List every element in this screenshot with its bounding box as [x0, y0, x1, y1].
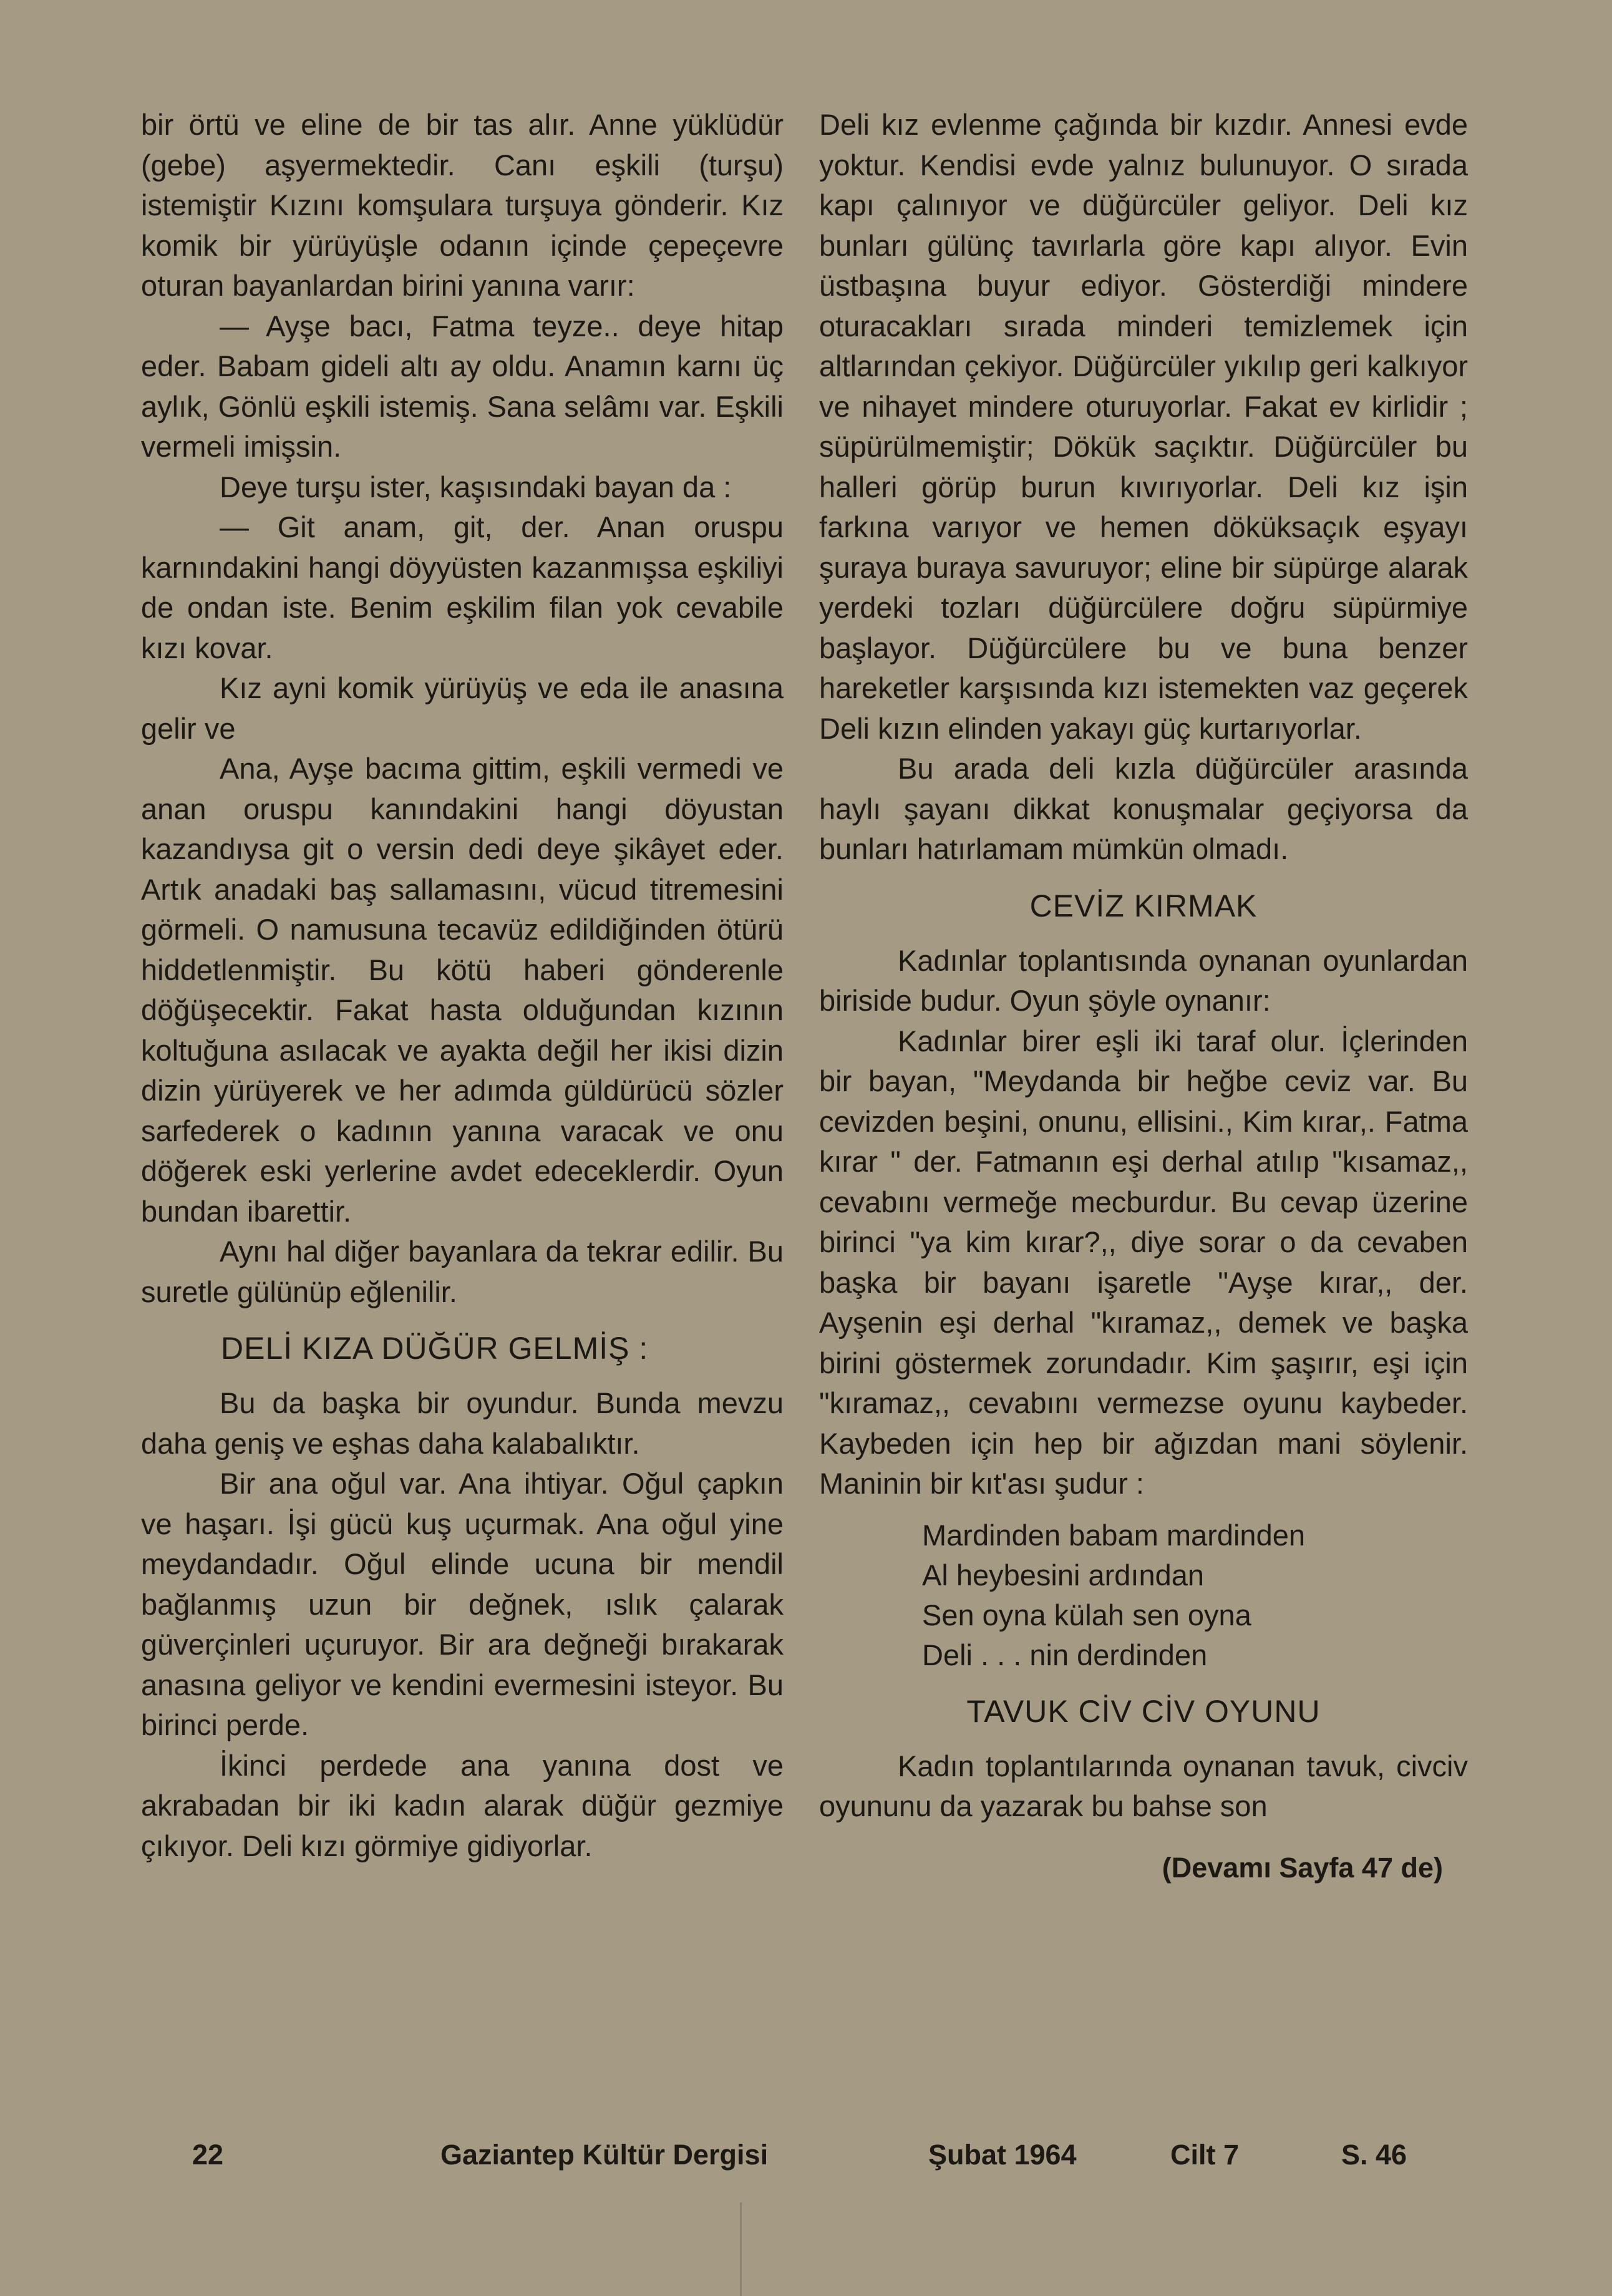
- paragraph: bir örtü ve eline de bir tas alır. Anne yüklüdür (gebe) aşyermektedir. Canı eşkili (turşu) istemiştir Kızını komşulara turşuya gönderir. Kız komik bir yürüyüşle odanın içinde çepeçevre oturan bayanlardan birini yanına varır:: [141, 108, 784, 302]
- verse-line: Sen oyna külah sen oyna: [922, 1598, 1251, 1632]
- paragraph: İkinci perdede ana yanına dost ve akrabadan bir iki kadın alarak düğür gezmiye çıkıyor. Deli kızı görmiye gidiyorlar.: [141, 1748, 784, 1862]
- paragraph: Deli kız evlenme çağında bir kızdır. Annesi evde yoktur. Kendisi evde yalnız bulunuyor. O sırada kapı çalınıyor ve düğürcüler geliyor. Deli kız bunları gülünç tavırlarla göre kapı alıyor. Evin üstbaşına buyur ediyor. Gösterdiği mindere oturacakları sırada minderi temizlemek için altlarından çekiyor. Düğürcüler yıkılıp geri kalkıyor ve nihayet mindere oturuyorlar. Fakat ev kirlidir ; süpürülmemiştir; Dökük saçıktır. Düğürcüler bu halleri görüp burun kıvırıyorlar. Deli kız işin farkına varıyor ve hemen döküksaçık eşyayı şuraya buraya savuruyor; eline bir süpürge alarak yerdeki tozları düğürcülere doğru süpürmiye başlayor. Düğürcülere bu ve buna benzer hareketler karşısında kızı istemekten vaz geçerek Deli kızın elinden yakayı güç kurtarıyorlar.: [819, 108, 1468, 745]
- paragraph: Bu arada deli kızla düğürcüler arasında haylı şayanı dikkat konuşmalar geçiyorsa da bunları hatırlamam mümkün olmadı.: [819, 752, 1468, 865]
- paragraph: Bu da başka bir oyundur. Bunda mevzu daha geniş ve eşhas daha kalabalıktır.: [141, 1386, 784, 1460]
- section-heading: CEVİZ KIRMAK: [1029, 888, 1258, 923]
- dialogue-paragraph: — Git anam, git, der. Anan oruspu karnındakini hangi döyyüsten kazanmışsa eşkiliyi de ondan iste. Benim eşkilim filan yok cevabile kızı kovar.: [141, 510, 784, 664]
- page-footer: [0, 2139, 1612, 2182]
- left-column: [141, 105, 784, 1866]
- dialogue-paragraph: — Ayşe bacı, Fatma teyze.. deye hitap eder. Babam gideli altı ay oldu. Anamın karnı üç aylık, Gönlü eşkili istemiş. Sana selâmı var. Eşkili vermeli imişsin.: [141, 309, 784, 463]
- paragraph: Kadın toplantılarında oynanan tavuk, civciv oyununu da yazarak bu bahse son: [819, 1749, 1468, 1822]
- paragraph: Kadınlar birer eşli iki taraf olur. İçlerinden bir bayan, "Meydanda bir heğbe ceviz var. Bu cevizden beşini, onunu, ellisini., Kim kırar,. Fatma kırar " der. Fatmanın eşi derhal atılıp "kısamaz,, cevabını vermeğe mecburdur. Bu cevap üzerine birinci "ya kim kırar?,, diye sorar o da cevaben başka bir bayanı işaretle "Ayşe kırar,, der. Ayşenin eşi derhal "kıramaz,, demek ve başka birini göstermek zorundadır. Kim şaşırır, eşi için "kıramaz,, cevabını vermezse oyunu kaybeder. Kaybeden için hep bir ağızdan mani söylenir. Maninin bir kıt'ası şudur :: [819, 1024, 1468, 1500]
- issue-date: Şubat 1964: [928, 2139, 1077, 2171]
- paragraph: Bir ana oğul var. Ana ihtiyar. Oğul çapkın ve haşarı. İşi gücü kuş uçurmak. Ana oğul yine meydandadır. Oğul elinde ucuna bir mendil bağlanmış uzun bir değnek, ıslık çalarak güverçinleri uçuruyor. Bir ara değneği bırakarak anasına geliyor ve kendini evermesini isteyor. Bu birinci perde.: [141, 1467, 784, 1741]
- issue-number: S. 46: [1341, 2139, 1407, 2171]
- volume-number: Cilt 7: [1170, 2139, 1240, 2171]
- verse-line: Deli . . . nin derdinden: [922, 1638, 1208, 1671]
- paragraph: Ana, Ayşe bacıma gittim, eşkili vermedi ve anan oruspu kanındakini hangi döyustan kazandıysa git o versin dedi deye şikâyet eder. Artık anadaki baş sallamasını, vücud titremesini görmeli. O namusuna tecavüz edildiğinden ötürü hiddetlenmiştir. Bu kötü haberi gönderenle döğüşecektir. Fakat hasta olduğundan kızının koltuğuna asılacak ve ayakta değil her ikisi dizin dizin yürüyerek ve her adımda güldürücü sözler sarfederek o kadının yanına varacak ve onu döğerek eski yerlerine avdet edeceklerdir. Oyun bundan ibarettir.: [141, 752, 784, 1228]
- paragraph: Deye turşu ister, kaşısındaki bayan da :: [220, 470, 732, 503]
- mani-verse: [819, 1515, 1468, 1675]
- right-column: [819, 105, 1468, 1888]
- page-fold-line: [740, 2202, 742, 2296]
- paragraph: Aynı hal diğer bayanlara da tekrar edilir. Bu suretle gülünüp eğlenilir.: [141, 1235, 784, 1308]
- page-number: 22: [192, 2139, 224, 2171]
- section-heading: DELİ KIZA DÜĞÜR GELMİŞ :: [221, 1331, 649, 1366]
- section-heading: TAVUK CİV CİV OYUNU: [966, 1693, 1321, 1729]
- journal-title: Gaziantep Kültür Dergisi: [440, 2139, 769, 2171]
- paragraph: Kadınlar toplantısında oynanan oyunlardan biriside budur. Oyun şöyle oynanır:: [819, 943, 1468, 1017]
- paragraph: Kız ayni komik yürüyüş ve eda ile anasına gelir ve: [141, 671, 784, 745]
- verse-line: Al heybesini ardından: [922, 1558, 1205, 1592]
- verse-line: Mardinden babam mardinden: [922, 1518, 1305, 1552]
- continued-note: (Devamı Sayfa 47 de): [1162, 1851, 1443, 1884]
